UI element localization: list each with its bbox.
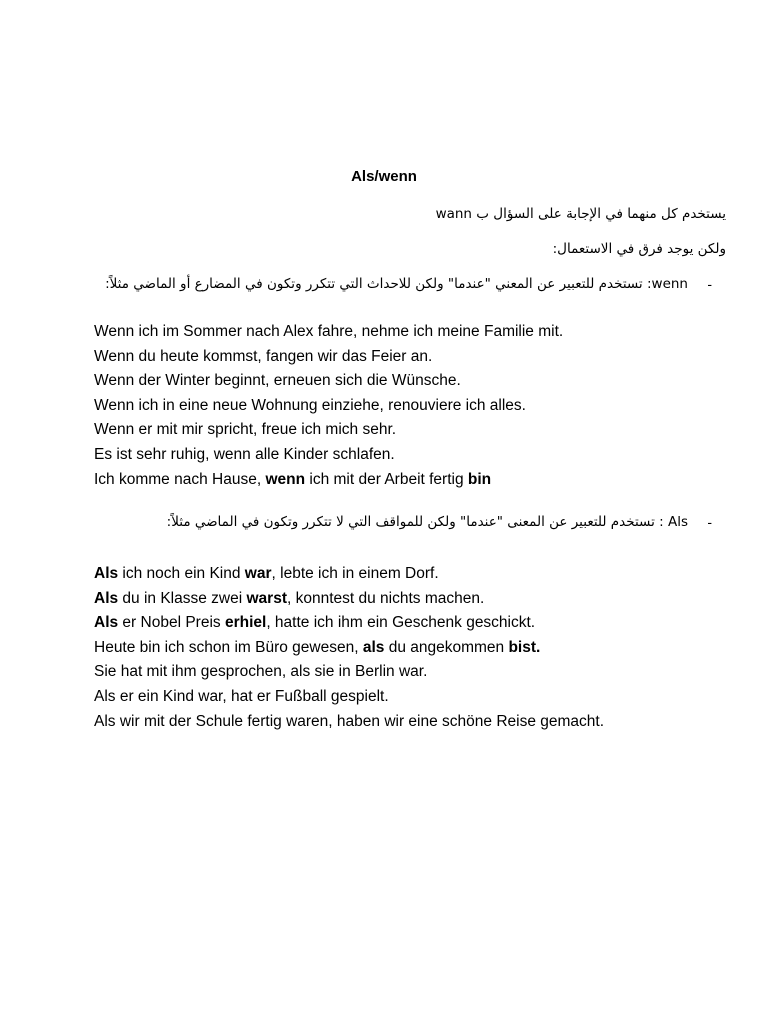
example-sentence: Als du in Klasse zwei warst, konntest du nichts machen.: [94, 589, 485, 607]
example-sentence: Als er Nobel Preis erhiel, hatte ich ihm ein Geschenk geschickt.: [94, 614, 536, 632]
als-examples: [94, 562, 604, 734]
example-sentence: Wenn ich in eine neue Wohnung einziehe, renouviere ich alles.: [94, 396, 526, 414]
example-sentence: Wenn er mit mir spricht, freue ich mich sehr.: [94, 421, 397, 439]
example-sentence: Als er ein Kind war, hat er Fußball gespielt.: [94, 687, 389, 705]
example-sentence: Als wir mit der Schule fertig waren, haben wir eine schöne Reise gemacht.: [94, 712, 605, 730]
wenn-heading-text: wenn: تستخدم للتعبير عن المعني "عندما" ولكن للاحداث التي تتكرر وتكون في المضارع أو الماضي مثلاً:: [105, 276, 688, 292]
example-sentence: Es ist sehr ruhig, wenn alle Kinder schlafen.: [94, 445, 395, 463]
example-sentence: Wenn der Winter beginnt, erneuen sich die Wünsche.: [94, 372, 461, 390]
bullet-dash: -: [707, 514, 712, 530]
page-title: Als/wenn: [351, 168, 417, 185]
wenn-examples: [94, 320, 563, 492]
bullet-dash: -: [707, 276, 712, 292]
intro-line-2: ولكن يوجد فرق في الاستعمال:: [552, 241, 726, 257]
example-sentence: Heute bin ich schon im Büro gewesen, als du angekommen bist.: [94, 638, 541, 656]
als-heading-text: Als : تستخدم للتعبير عن المعنى "عندما" ولكن للمواقف التي لا تتكرر وتكون في الماضي مثلاً:: [166, 514, 688, 530]
example-sentence: Wenn du heute kommst, fangen wir das Feier an.: [94, 347, 433, 365]
example-sentence: Als ich noch ein Kind war, lebte ich in einem Dorf.: [94, 565, 439, 582]
example-sentence: Ich komme nach Hause, wenn ich mit der Arbeit fertig bin: [94, 470, 492, 488]
intro-line-1: يستخدم كل منهما في الإجابة على السؤال ب wann: [435, 206, 726, 222]
example-sentence: Sie hat mit ihm gesprochen, als sie in Berlin war.: [94, 663, 428, 681]
example-sentence: Wenn ich im Sommer nach Alex fahre, nehme ich meine Familie mit.: [94, 323, 564, 340]
als-section-heading: [40, 514, 712, 536]
wenn-section-heading: [40, 276, 712, 298]
